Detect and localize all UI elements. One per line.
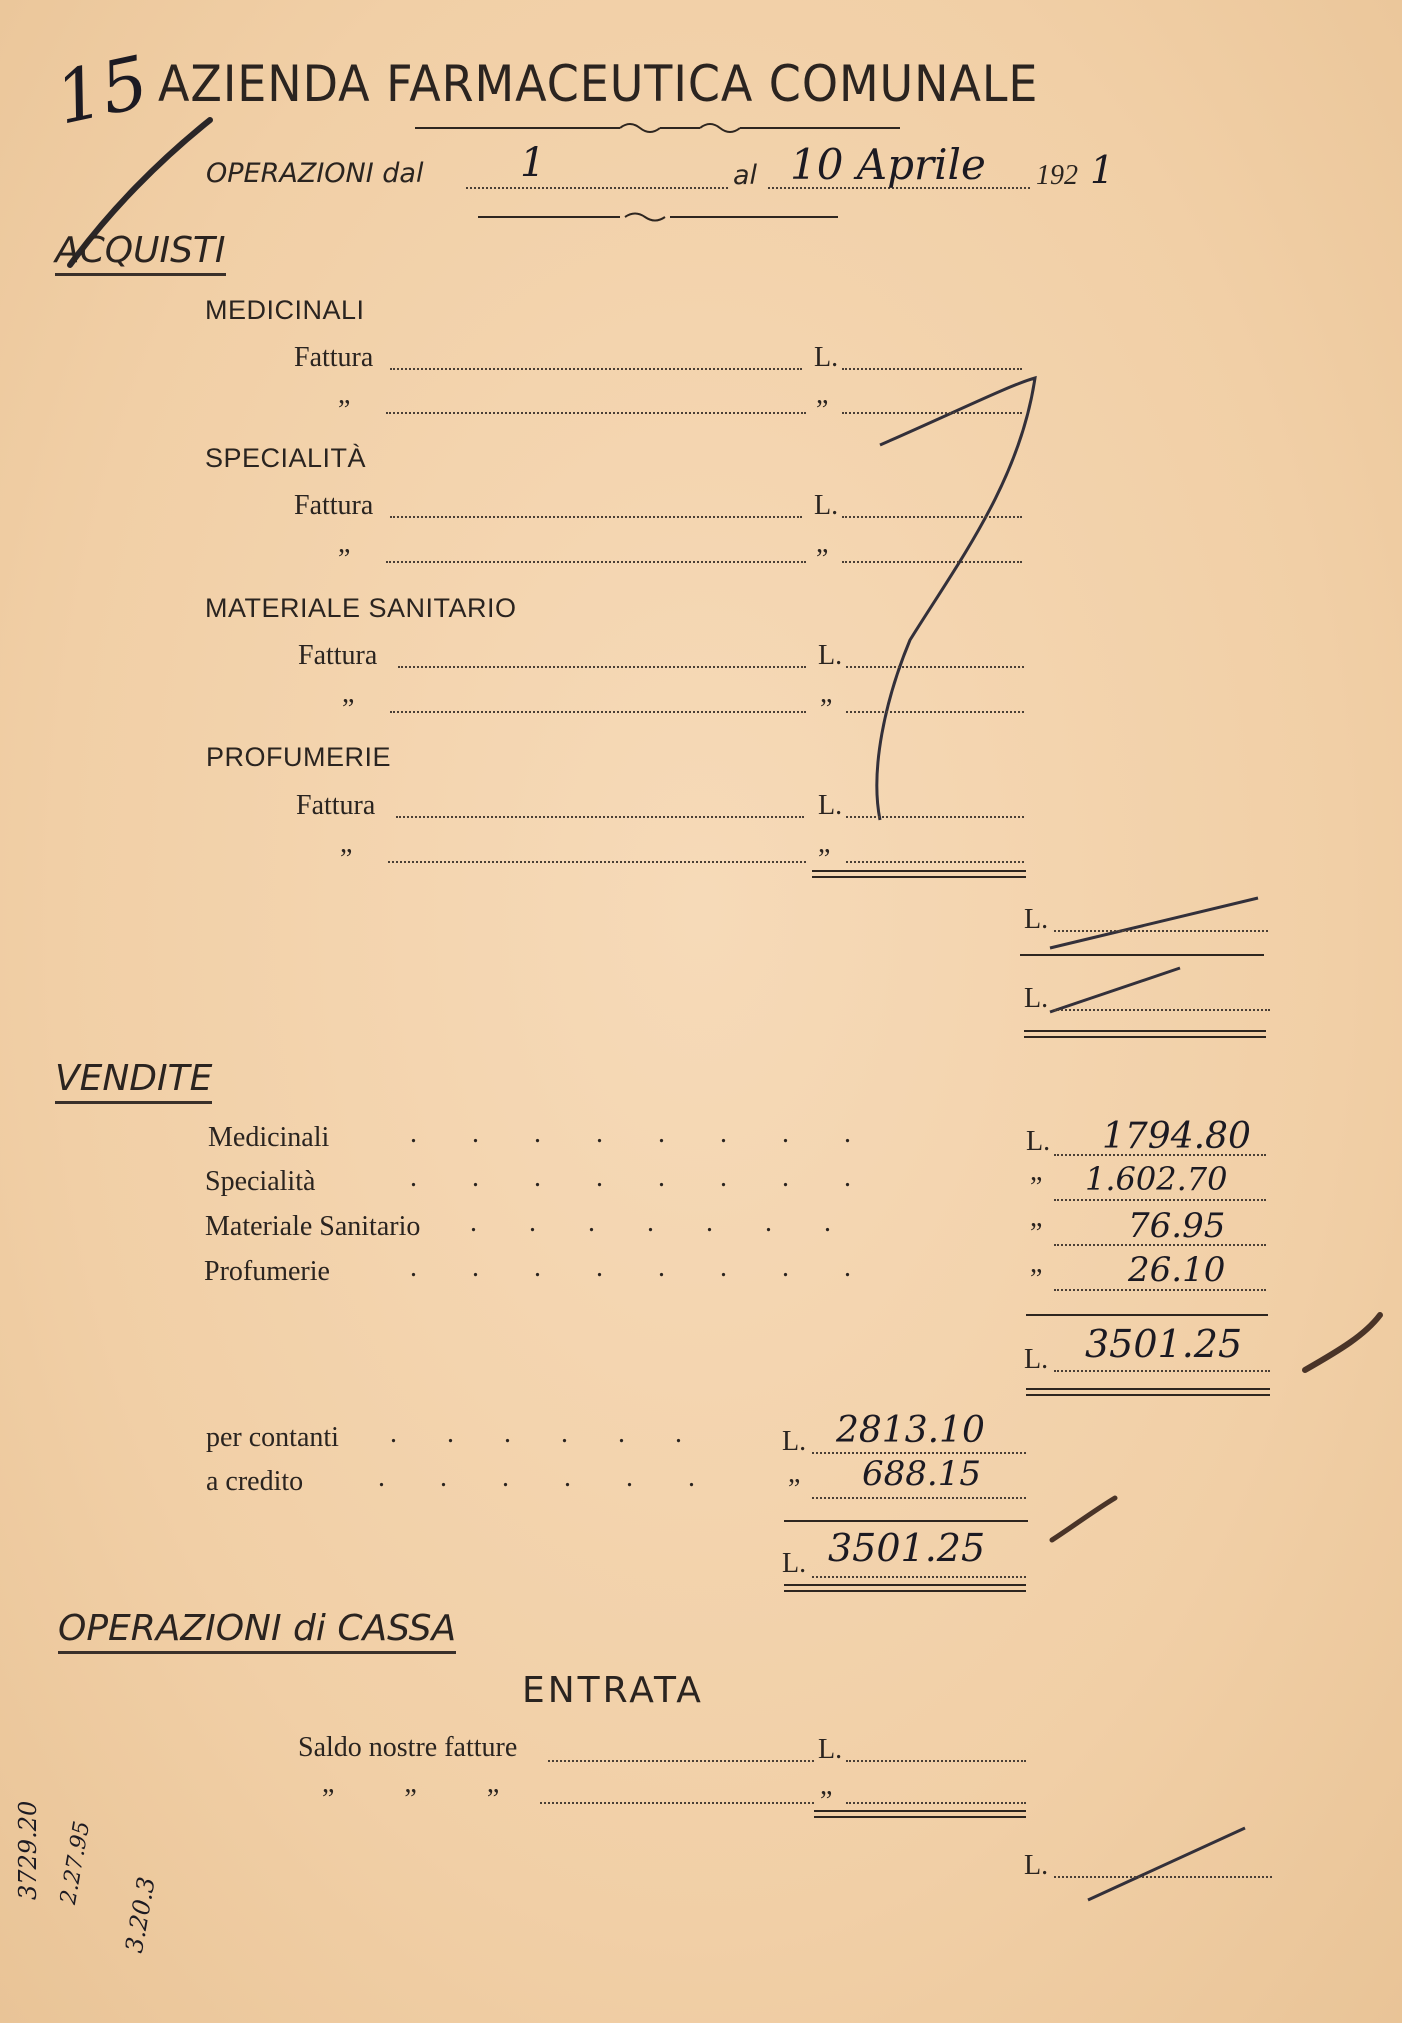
currency-label: L. (814, 342, 839, 373)
title-ornament (415, 124, 900, 132)
leader-dots: ...... (390, 1418, 732, 1449)
cassa-heading: OPERAZIONI di CASSA (58, 1608, 456, 1654)
vendite-label-medicinali: Medicinali (208, 1122, 330, 1153)
saldo-cur: L. (818, 1734, 843, 1765)
margin-note-1: 3729.20 (14, 1800, 42, 1900)
category-specialita: SPECIALITÀ (205, 443, 367, 473)
leader-dots: ........ (410, 1252, 906, 1283)
vendite-double-rule (1026, 1388, 1270, 1396)
pagamento-double-rule (784, 1584, 1026, 1592)
total-rule (1020, 954, 1264, 956)
vendite-label-materiale: Materiale Sanitario (205, 1211, 421, 1242)
fattura-line (390, 711, 806, 713)
vendite-label-profumerie: Profumerie (204, 1256, 330, 1287)
fattura-line (386, 412, 806, 414)
subtitle-ornament (478, 214, 838, 221)
total-line-2 (1054, 1009, 1270, 1011)
total2-cancel-mark (1050, 968, 1180, 1012)
cassa-sub-rule (814, 1810, 1026, 1818)
vendite-label-specialita: Specialità (205, 1166, 316, 1197)
category-medicinali: MEDICINALI (205, 295, 365, 325)
corner-mark: 15 (48, 39, 156, 141)
vendite-amount-profumerie: 26.10 (1128, 1250, 1226, 1290)
page-title: AZIENDA FARMACEUTICA COMUNALE (158, 55, 1039, 113)
check-tick-vendite (1305, 1315, 1380, 1370)
total-line-1 (1054, 930, 1268, 932)
amount-line (846, 1760, 1026, 1762)
total-currency-2: L. (1024, 983, 1049, 1014)
cassa-total-cancel-mark (1088, 1828, 1245, 1900)
vendite-total-cur: L. (1024, 1344, 1049, 1375)
currency-label: L. (818, 640, 843, 671)
vendite-cur-specialita: ” (1030, 1172, 1043, 1203)
ditto-mark: ” (338, 544, 351, 575)
pagamento-total-value: 3501.25 (828, 1526, 986, 1570)
vendite-amount-specialita: 1.602.70 (1085, 1160, 1228, 1198)
amount-line (846, 861, 1024, 863)
fattura-label: Fattura (296, 790, 376, 821)
currency-label: L. (818, 790, 843, 821)
fattura-line (396, 816, 804, 818)
amount-line (842, 516, 1022, 518)
vendite-cur-materiale: ” (1030, 1218, 1043, 1249)
ditto-row: ” ” ” (322, 1784, 500, 1815)
fattura-line (386, 561, 806, 563)
ditto-currency: ” (816, 544, 829, 575)
amount-line (846, 816, 1024, 818)
leader-dots: ...... (378, 1462, 750, 1493)
fattura-label: Fattura (294, 490, 374, 521)
pagamento-cur-contanti: L. (782, 1426, 807, 1457)
currency-label: L. (814, 490, 839, 521)
ops-label: OPERAZIONI dal (206, 158, 424, 189)
ditto-currency: ” (820, 694, 833, 725)
fattura-line (398, 666, 806, 668)
ditto-mark: ” (340, 844, 353, 875)
vendite-cur-profumerie: ” (1030, 1264, 1043, 1295)
fattura-line (390, 368, 802, 370)
vendite-amount-medicinali: 1794.80 (1102, 1116, 1251, 1157)
category-profumerie: PROFUMERIE (206, 742, 392, 772)
vendite-cur-medicinali: L. (1026, 1126, 1051, 1157)
saldo-label: Saldo nostre fatture (298, 1732, 518, 1763)
leader-dots: ........ (410, 1118, 906, 1149)
acquisti-heading: ACQUISTI (55, 230, 226, 276)
margin-note-2: 2.27.95 (56, 1819, 96, 1907)
entrata-heading: ENTRATA (522, 1670, 704, 1711)
vendite-sum-rule (1026, 1314, 1268, 1316)
pagamento-total-cur: L. (782, 1548, 807, 1579)
pagamento-label-credito: a credito (206, 1466, 304, 1497)
ditto-currency: ” (818, 844, 831, 875)
ditto-currency: ” (816, 395, 829, 426)
amount-line (842, 561, 1022, 563)
vendite-heading: VENDITE (55, 1058, 212, 1104)
ditto-cur: ” (820, 1786, 833, 1817)
total1-cancel-mark (1050, 898, 1258, 948)
from-date-line (466, 187, 728, 189)
pagamento-amount-contanti: 2813.10 (836, 1410, 985, 1451)
total-currency-1: L. (1024, 904, 1049, 935)
pagamento-total-line (812, 1576, 1026, 1578)
amount-line (846, 711, 1024, 713)
ditto-mark: ” (342, 694, 355, 725)
year-printed: 192 (1036, 160, 1078, 191)
fattura-label: Fattura (298, 640, 378, 671)
vendite-total-value: 3501.25 (1085, 1322, 1243, 1366)
al-label: al (733, 160, 758, 191)
subtotal-rule (812, 870, 1026, 878)
amount-line (842, 412, 1022, 414)
pagamento-label-contanti: per contanti (206, 1422, 339, 1453)
margin-note-3: 3.20.3 (120, 1874, 161, 1955)
amount-line (846, 666, 1024, 668)
leader-dots: ........ (410, 1162, 906, 1193)
leader-dots: ....... (470, 1207, 883, 1238)
category-materiale-sanitario: MATERIALE SANITARIO (205, 593, 517, 623)
cassa-total-line (1054, 1876, 1272, 1878)
from-day-value: 1 (520, 140, 546, 186)
total-double-rule (1024, 1030, 1266, 1038)
pagamento-amount-credito: 688.15 (862, 1454, 981, 1494)
amount-line (846, 1802, 1026, 1804)
vendite-amount-materiale: 76.95 (1128, 1206, 1226, 1246)
amount-line (812, 1497, 1026, 1499)
year-handwritten: 1 (1090, 148, 1115, 192)
cassa-total-cur: L. (1024, 1850, 1049, 1881)
acquisti-cancel-mark (877, 378, 1035, 820)
to-date-value: 10 Aprile (790, 140, 986, 189)
pagamento-cur-credito: ” (788, 1474, 801, 1505)
fattura-line (388, 861, 806, 863)
amount-line (1054, 1199, 1266, 1201)
ditto-line (540, 1802, 814, 1804)
pagamento-sum-rule (784, 1520, 1028, 1522)
fattura-line (390, 516, 802, 518)
vendite-total-line (1054, 1370, 1270, 1372)
saldo-line (548, 1760, 814, 1762)
fattura-label: Fattura (294, 342, 374, 373)
check-tick-pagamento (1052, 1498, 1115, 1540)
amount-line (842, 368, 1022, 370)
ditto-mark: ” (338, 395, 351, 426)
